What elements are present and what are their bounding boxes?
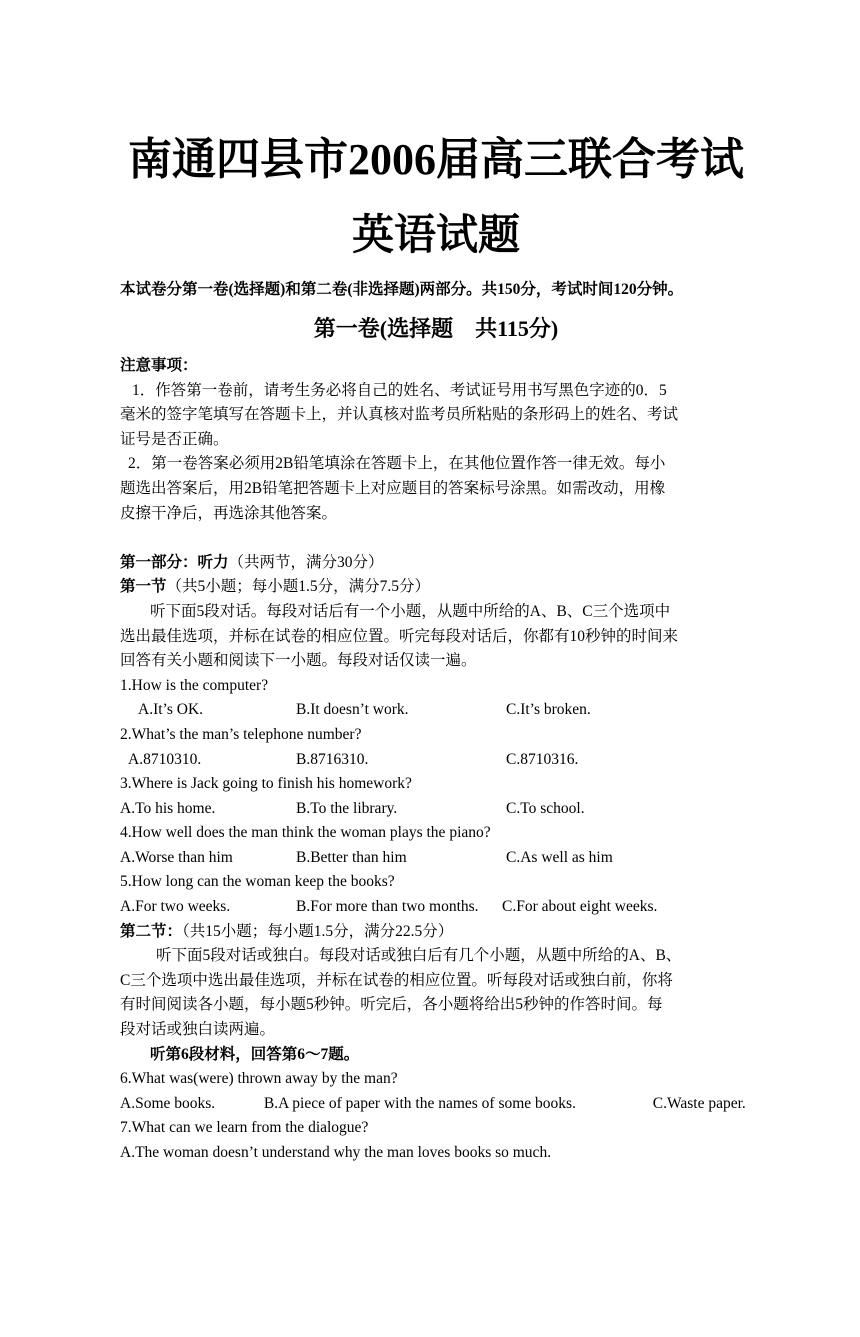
notes-item2-line3: 皮擦干净后，再选涂其他答案。 bbox=[120, 504, 338, 522]
question-4-options bbox=[120, 846, 752, 871]
question-6-options bbox=[120, 1092, 752, 1117]
question-7: 7.What can we learn from the dialogue? bbox=[120, 1119, 369, 1137]
question-5-options bbox=[120, 895, 752, 920]
option-a: A.Worse than him bbox=[120, 848, 233, 866]
option-b: B.A piece of paper with the names of some books. bbox=[263, 1094, 576, 1112]
option-c: C.To school. bbox=[506, 799, 585, 817]
exam-intro: 本试卷分第一卷(选择题)和第二卷(非选择题)两部分。共150分，考试时间120分钟。 bbox=[120, 281, 684, 298]
notes-item1-line3: 证号是否正确。 bbox=[120, 430, 229, 448]
notes-item1-line1: 1．作答第一卷前，请考生务必将自己的姓名、考试证号用书写黑色字迹的0．5 bbox=[132, 381, 667, 399]
question-1-options bbox=[120, 698, 752, 723]
option-a: A.8710310. bbox=[128, 750, 202, 768]
option-c: C.8710316. bbox=[506, 750, 579, 768]
option-b: B.8716310. bbox=[296, 750, 369, 768]
question-2: 2.What’s the man’s telephone number? bbox=[120, 725, 362, 743]
option-b: B.For more than two months. bbox=[296, 898, 479, 916]
notes-item2-line1: 2．第一卷答案必须用2B铅笔填涂在答题卡上，在其他位置作答一律无效。每小 bbox=[128, 455, 666, 473]
section2-heading-bold: 第二节： bbox=[120, 922, 183, 940]
question-1: 1.How is the computer? bbox=[120, 676, 269, 694]
option-c: C.Waste paper. bbox=[652, 1094, 746, 1112]
notes-item2-line2: 题选出答案后，用2B铅笔把答题卡上对应题目的答案标号涂黑。如需改动，用橡 bbox=[120, 479, 666, 497]
question-5: 5.How long can the woman keep the books? bbox=[120, 873, 395, 891]
question-7-option-a: A.The woman doesn’t understand why the man loves books so much. bbox=[120, 1144, 552, 1161]
notes-item1-line2: 毫米的签字笔填写在答题卡上，并认真核对监考员所粘贴的条形码上的姓名、考试 bbox=[120, 406, 679, 424]
section1-heading bbox=[120, 575, 752, 600]
exam-title: 南通四县市2006届高三联合考试 bbox=[128, 135, 744, 184]
option-c: C.As well as him bbox=[506, 848, 613, 866]
section2-heading-rest: （共15小题；每小题1.5分，满分22.5分） bbox=[182, 922, 454, 940]
volume1-title: 第一卷(选择题 共115分) bbox=[313, 316, 559, 341]
option-a: A.For two weeks. bbox=[120, 898, 231, 916]
part1-heading-bold: 第一部分：听力 bbox=[120, 553, 229, 571]
section1-instr-line2: 选出最佳选项，并标在试卷的相应位置。听完每段对话后，你都有10秒钟的时间来 bbox=[120, 627, 679, 645]
exam-subtitle: 英语试题 bbox=[351, 213, 520, 259]
section2-heading bbox=[120, 920, 752, 945]
section1-heading-bold: 第一节 bbox=[120, 578, 167, 596]
section2-instr-line4: 段对话或独白读两遍。 bbox=[120, 1021, 276, 1039]
part1-heading-rest: （共两节，满分30分） bbox=[228, 553, 384, 571]
question-4: 4.How well does the man think the woman plays the piano? bbox=[120, 824, 491, 842]
section2-instr-line3: 有时间阅读各小题，每小题5秒钟。听完后，各小题将给出5秒钟的作答时间。每 bbox=[120, 996, 663, 1014]
option-c: C.It’s broken. bbox=[506, 701, 591, 719]
option-b: B.To the library. bbox=[296, 799, 398, 817]
exam-body bbox=[120, 354, 752, 1166]
part1-heading bbox=[120, 551, 752, 576]
option-b: B.It doesn’t work. bbox=[296, 701, 409, 719]
notes-heading: 注意事项： bbox=[120, 357, 198, 374]
section1-heading-rest: （共5小题；每小题1.5分，满分7.5分） bbox=[166, 578, 431, 596]
option-a: A.Some books. bbox=[120, 1094, 216, 1112]
section2-instr-line2: C三个选项中选出最佳选项，并标在试卷的相应位置。听每段对话或独白前，你将 bbox=[120, 971, 673, 989]
question-2-options bbox=[120, 748, 752, 773]
section1-instr-line3: 回答有关小题和阅读下一小题。每段对话仅读一遍。 bbox=[120, 652, 477, 670]
section1-instr-line1: 听下面5段对话。每段对话后有一个小题，从题中所给的A、B、C三个选项中 bbox=[150, 602, 671, 620]
option-c: C.For about eight weeks. bbox=[502, 898, 658, 916]
spacer bbox=[120, 526, 752, 551]
question-3: 3.Where is Jack going to finish his homework? bbox=[120, 775, 412, 793]
question-3-options bbox=[120, 797, 752, 822]
option-b: B.Better than him bbox=[296, 848, 407, 866]
section2-instr-line1: 听下面5段对话或独白。每段对话或独白后有几个小题，从题中所给的A、B、 bbox=[156, 947, 682, 965]
question-6: 6.What was(were) thrown away by the man? bbox=[120, 1070, 398, 1088]
material-6-heading: 听第6段材料，回答第6～7题。 bbox=[150, 1045, 360, 1063]
option-a: A.It’s OK. bbox=[138, 701, 204, 719]
option-a: A.To his home. bbox=[120, 799, 216, 817]
